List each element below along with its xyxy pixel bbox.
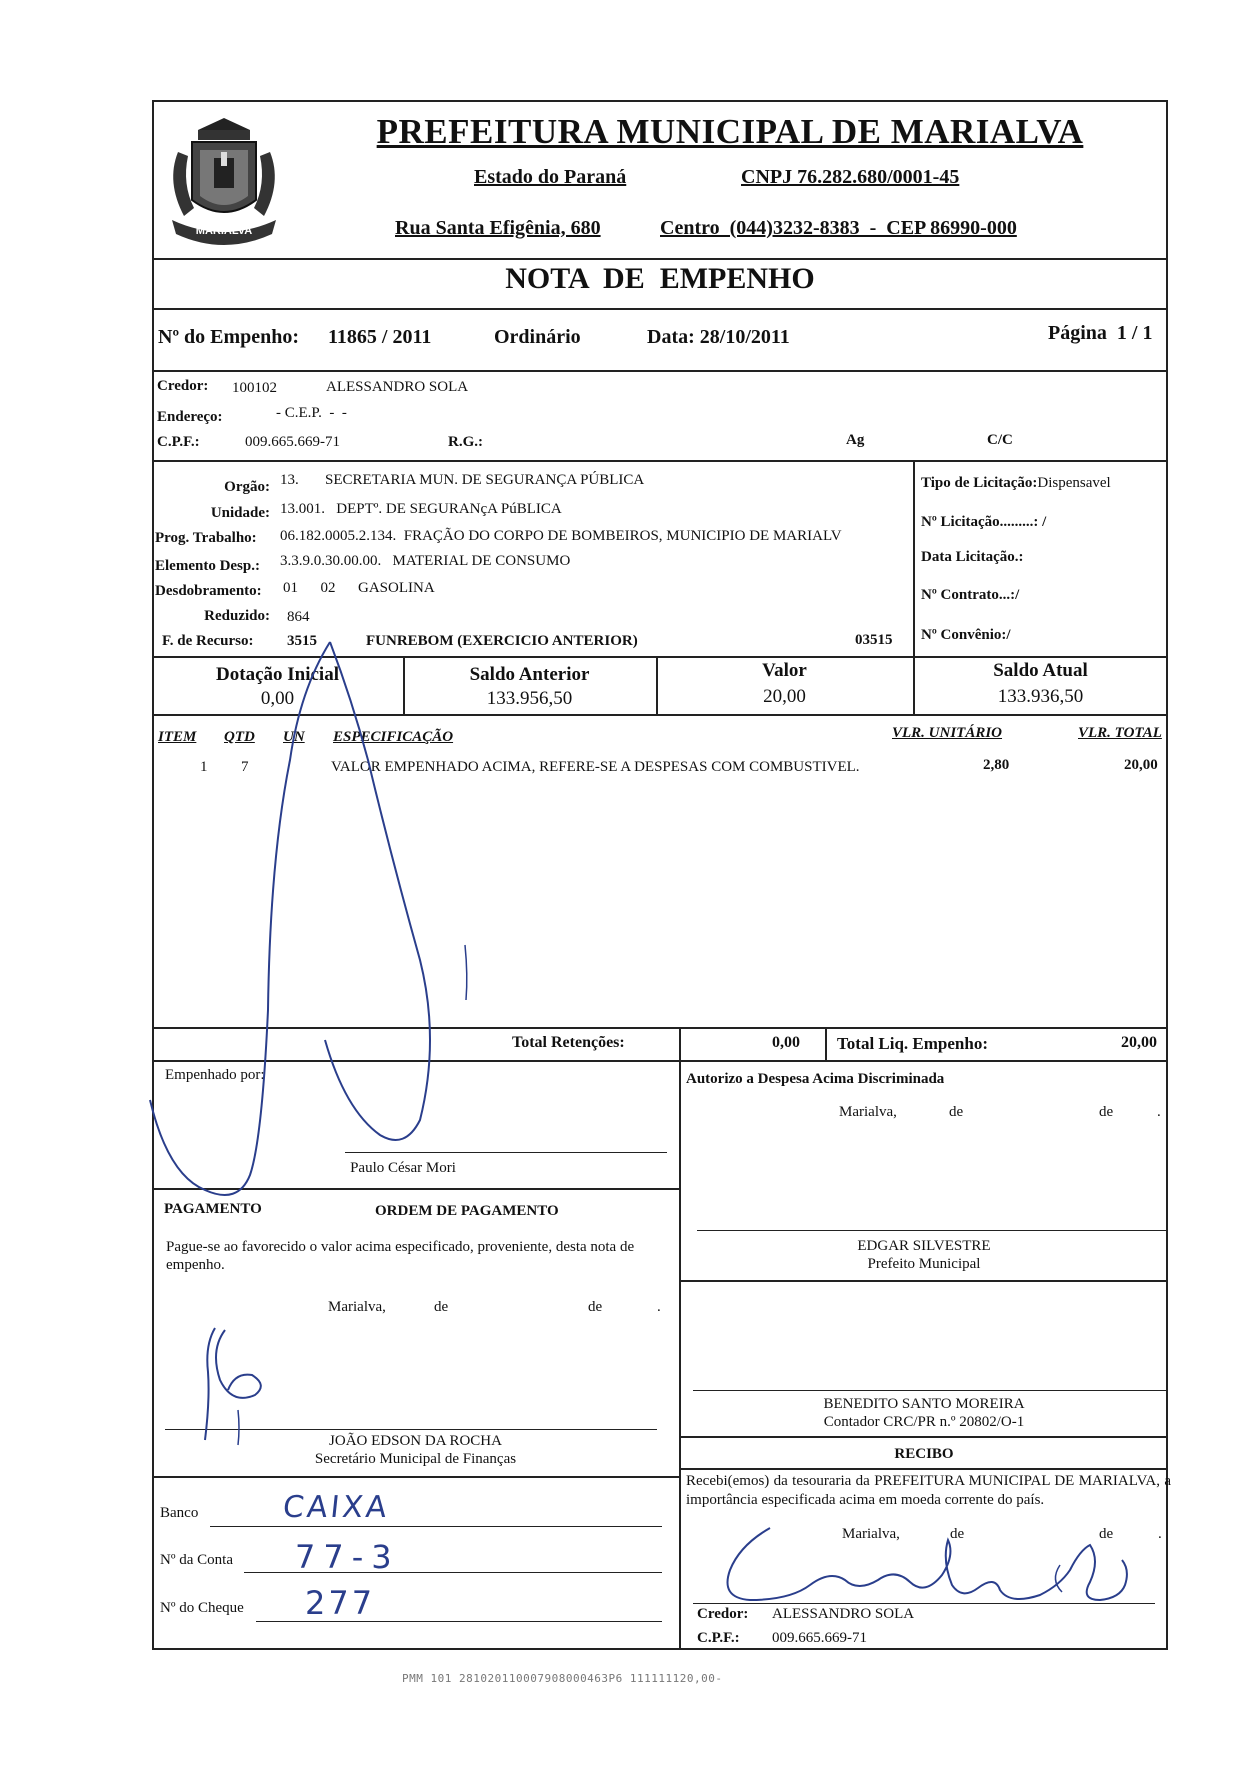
- credor-code: 100102: [232, 380, 277, 396]
- desdobramento-value: 01 02 GASOLINA: [283, 580, 435, 596]
- signature-stroke: [325, 642, 430, 1140]
- district-phone-cep: Centro (044)3232-8383 - CEP 86990-000: [660, 217, 1017, 239]
- valor-label: Valor: [762, 660, 807, 681]
- pagamento-dot: .: [657, 1299, 661, 1315]
- credor-name: ALESSANDRO SOLA: [326, 379, 469, 395]
- item-number: 1: [200, 759, 208, 775]
- agencia-label: Ag: [846, 432, 865, 448]
- fonte-recurso-ref: 03515: [855, 632, 893, 648]
- state-name: Estado do Paraná: [474, 166, 627, 188]
- municipality-title: PREFEITURA MUNICIPAL DE MARIALVA: [376, 112, 1084, 151]
- recibo-de-1: de: [950, 1526, 965, 1542]
- signature-stroke: [728, 1528, 1127, 1600]
- prefeito-role: Prefeito Municipal: [867, 1256, 981, 1272]
- address: Rua Santa Efigênia, 680: [395, 217, 601, 239]
- endereco-value: - C.E.P. - -: [276, 405, 347, 421]
- tipo-licitacao-label: Tipo de Licitação:: [921, 475, 1038, 491]
- fonte-recurso-label: F. de Recurso:: [162, 633, 254, 649]
- conta-label: Nº da Conta: [160, 1552, 233, 1568]
- numero-convenio: Nº Convênio:/: [921, 627, 1011, 643]
- recibo-credor-value: ALESSANDRO SOLA: [772, 1606, 915, 1622]
- page-number: Página 1 / 1: [1048, 322, 1153, 344]
- total-liquido-label: Total Liq. Empenho:: [837, 1034, 988, 1053]
- prog-trabalho-label: Prog. Trabalho:: [155, 530, 257, 546]
- empenhado-por-name: Paulo César Mori: [350, 1160, 456, 1176]
- pagamento-label: PAGAMENTO: [164, 1201, 262, 1217]
- banco-handwritten: CAIXA: [281, 1490, 392, 1525]
- contador-name: BENEDITO SANTO MOREIRA: [823, 1396, 1025, 1412]
- fonte-recurso-name: FUNREBOM (EXERCICIO ANTERIOR): [366, 633, 638, 649]
- recibo-credor-label: Credor:: [697, 1606, 749, 1622]
- autorizo-label: Autorizo a Despesa Acima Discriminada: [686, 1071, 945, 1087]
- un-column-header: UN: [283, 729, 305, 745]
- item-quantity: 7: [241, 759, 249, 775]
- conta-corrente-label: C/C: [987, 432, 1013, 448]
- banco-label: Banco: [160, 1505, 199, 1521]
- total-liquido-value: 20,00: [1121, 1034, 1157, 1051]
- desdobramento-label: Desdobramento:: [155, 583, 262, 599]
- endereco-label: Endereço:: [157, 409, 223, 425]
- cpf-label: C.P.F.:: [157, 434, 200, 450]
- reduzido-value: 864: [287, 609, 310, 625]
- numero-contrato: Nº Contrato...:/: [921, 587, 1020, 603]
- empenhado-por-label: Empenhado por:: [165, 1067, 265, 1083]
- cpf-value: 009.665.669-71: [245, 434, 340, 450]
- signature-stroke: [150, 642, 330, 1195]
- dotacao-inicial-value: 0,00: [260, 688, 295, 709]
- autorizo-de-1: de: [949, 1104, 964, 1120]
- tipo-licitacao-value: Dispensavel: [1037, 475, 1111, 491]
- ordem-pagamento-label: ORDEM DE PAGAMENTO: [375, 1203, 559, 1219]
- empenho-type: Ordinário: [494, 326, 581, 348]
- signature-stroke: [1055, 1565, 1062, 1592]
- valor-total-column-header: VLR. TOTAL: [1078, 725, 1162, 741]
- fonte-recurso-code: 3515: [287, 633, 317, 649]
- recibo-cpf-value: 009.665.669-71: [772, 1630, 867, 1646]
- recibo-cpf-label: C.P.F.:: [697, 1630, 740, 1646]
- rg-label: R.G.:: [448, 434, 483, 450]
- qtd-column-header: QTD: [224, 729, 255, 745]
- orgao-label: Orgão:: [224, 479, 270, 495]
- empenho-number: 11865 / 2011: [328, 326, 432, 348]
- orgao-value: 13. SECRETARIA MUN. DE SEGURANÇA PÚBLICA: [280, 472, 645, 488]
- pagamento-de-2: de: [588, 1299, 603, 1315]
- signature-stroke: [238, 1410, 239, 1445]
- recibo-label: RECIBO: [894, 1446, 954, 1462]
- barcode-text: PMM 101 281020110007908000463P6 111111120,00-: [402, 1672, 723, 1685]
- elemento-desp-value: 3.3.9.0.30.00.00. MATERIAL DE CONSUMO: [280, 553, 571, 569]
- recibo-text: Recebi(emos) da tesouraria da PREFEITURA MUNICIPAL DE MARIALVA, a importância especificada acima em moeda corrente do país.: [686, 1473, 1171, 1508]
- item-total-value: 20,00: [1124, 757, 1158, 773]
- cheque-label: Nº do Cheque: [160, 1600, 244, 1616]
- crest-ribbon-text: MARIALVA: [195, 225, 253, 237]
- secretario-role: Secretário Municipal de Finanças: [314, 1451, 517, 1467]
- dotacao-inicial-label: Dotação Inicial: [216, 664, 339, 685]
- secretario-name: JOÃO EDSON DA ROCHA: [329, 1433, 502, 1449]
- autorizo-city: Marialva,: [839, 1104, 897, 1120]
- credor-label: Credor:: [157, 378, 209, 394]
- empenho-date: Data: 28/10/2011: [647, 326, 790, 348]
- saldo-anterior-value: 133.956,50: [486, 688, 573, 709]
- data-licitacao: Data Licitação.:: [921, 549, 1024, 565]
- numero-licitacao: Nº Licitação.........: /: [921, 514, 1047, 530]
- signature-stroke: [465, 945, 467, 1000]
- pagamento-de-1: de: [434, 1299, 449, 1315]
- cheque-handwritten: 277: [305, 1584, 376, 1622]
- prefeito-name: EDGAR SILVESTRE: [857, 1238, 991, 1254]
- cnpj: CNPJ 76.282.680/0001-45: [741, 166, 960, 188]
- pagamento-city: Marialva,: [328, 1299, 386, 1315]
- signature-stroke: [205, 1328, 215, 1440]
- document-title: NOTA DE EMPENHO: [505, 262, 815, 295]
- item-unit-value: 2,80: [983, 757, 1010, 773]
- total-retencoes-value: 0,00: [772, 1034, 800, 1051]
- recibo-city: Marialva,: [842, 1526, 900, 1542]
- conta-handwritten: 77-3: [295, 1538, 400, 1576]
- autorizo-dot: .: [1157, 1104, 1161, 1120]
- unidade-label: Unidade:: [210, 505, 270, 521]
- prog-trabalho-value: 06.182.0005.2.134. FRAÇÃO DO CORPO DE BOMBEIROS, MUNICIPIO DE MARIALV: [280, 528, 842, 544]
- valor-value: 20,00: [763, 686, 806, 707]
- saldo-atual-label: Saldo Atual: [993, 660, 1088, 681]
- saldo-anterior-label: Saldo Anterior: [469, 664, 590, 685]
- signature-stroke: [216, 1330, 261, 1398]
- item-column-header: ITEM: [158, 729, 197, 745]
- reduzido-label: Reduzido:: [204, 608, 270, 624]
- valor-unitario-column-header: VLR. UNITÁRIO: [892, 725, 1003, 741]
- recibo-dot: .: [1158, 1526, 1162, 1542]
- saldo-atual-value: 133.936,50: [997, 686, 1084, 707]
- item-description: VALOR EMPENHADO ACIMA, REFERE-SE A DESPESAS COM COMBUSTIVEL.: [331, 759, 860, 775]
- empenho-label: Nº do Empenho:: [158, 326, 300, 348]
- contador-role: Contador CRC/PR n.º 20802/O-1: [823, 1414, 1025, 1430]
- pagamento-text: Pague-se ao favorecido o valor acima especificado, proveniente, desta nota de empenho.: [166, 1239, 635, 1273]
- autorizo-de-2: de: [1099, 1104, 1114, 1120]
- especificacao-column-header: ESPECIFICAÇÃO: [333, 729, 454, 745]
- unidade-value: 13.001. DEPTº. DE SEGURANçA PúBLICA: [280, 501, 562, 517]
- total-retencoes-label: Total Retenções:: [512, 1034, 625, 1051]
- recibo-de-2: de: [1099, 1526, 1114, 1542]
- elemento-desp-label: Elemento Desp.:: [155, 558, 260, 574]
